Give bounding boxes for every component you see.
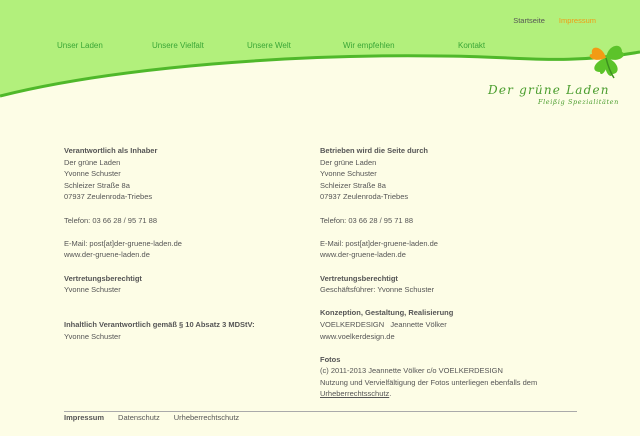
copyright-protection-link[interactable]: Urheberrechtsschutz <box>320 389 390 399</box>
top-nav-impressum[interactable]: Impressum <box>558 16 596 25</box>
operator-representative-name: Geschäftsführer: Yvonne Schuster <box>320 285 435 295</box>
operator-line: Yvonne Schuster <box>320 169 377 179</box>
nav-wir-empfehlen[interactable]: Wir empfehlen <box>343 41 395 50</box>
photos-heading: Fotos <box>320 354 341 364</box>
top-nav-startseite[interactable]: Startseite <box>513 16 545 25</box>
operator-phone: Telefon: 03 66 28 / 95 71 88 <box>320 215 413 225</box>
design-agency: VOELKERDESIGN Jeannette Völker <box>320 319 447 329</box>
owner-line: Yvonne Schuster <box>64 169 121 179</box>
design-website: www.voelkerdesign.de <box>320 331 395 341</box>
owner-email: E-Mail: post[at]der-gruene-laden.de <box>64 238 182 248</box>
owner-line: Der grüne Laden <box>64 157 121 167</box>
operator-line: Schleizer Straße 8a <box>320 180 386 190</box>
photos-copyright: (c) 2011-2013 Jeannette Völker c/o VOELKERDESIGN <box>320 366 503 376</box>
operator-representative-heading: Vertretungsberechtigt <box>320 273 398 283</box>
content-responsible-heading: Inhaltlich Verantwortlich gemäß § 10 Absatz 3 MDStV: <box>64 319 255 329</box>
footer-divider <box>64 411 577 412</box>
footer-nav <box>64 413 239 422</box>
operator-line: 07937 Zeulenroda-Triebes <box>320 192 409 202</box>
content-responsible-name: Yvonne Schuster <box>64 331 121 341</box>
owner-website: www.der-gruene-laden.de <box>64 250 150 260</box>
nav-kontakt[interactable]: Kontakt <box>458 41 486 50</box>
top-nav <box>513 16 596 25</box>
footer-urheberrecht-link[interactable]: Urheberrechtschutz <box>173 413 240 422</box>
operator-line: Der grüne Laden <box>320 157 377 167</box>
owner-line: 07937 Zeulenroda-Triebes <box>64 192 153 202</box>
clover-icon <box>582 36 630 82</box>
photos-usage-note: Nutzung und Vervielfältigung der Fotos unterliegen ebenfalls dem <box>320 377 538 387</box>
logo[interactable] <box>488 36 638 110</box>
owner-heading: Verantwortlich als Inhaber <box>64 146 158 155</box>
footer-impressum-link[interactable]: Impressum <box>64 413 105 422</box>
operator-email: E-Mail: post[at]der-gruene-laden.de <box>320 238 438 248</box>
operator-heading: Betrieben wird die Seite durch <box>320 146 428 155</box>
logo-subtitle: Fleißig Spezialitäten <box>538 98 619 106</box>
nav-unsere-welt[interactable]: Unsere Welt <box>247 41 291 50</box>
right-column <box>320 145 570 412</box>
logo-title: Der grüne Laden <box>488 83 610 97</box>
operator-website: www.der-gruene-laden.de <box>320 250 406 260</box>
nav-unser-laden[interactable]: Unser Laden <box>57 41 103 50</box>
nav-unsere-vielfalt[interactable]: Unsere Vielfalt <box>152 41 204 50</box>
photos-period: . <box>389 389 392 399</box>
footer-datenschutz-link[interactable]: Datenschutz <box>118 413 160 422</box>
owner-line: Schleizer Straße 8a <box>64 180 130 190</box>
owner-phone: Telefon: 03 66 28 / 95 71 88 <box>64 215 157 225</box>
design-heading: Konzeption, Gestaltung, Realisierung <box>320 308 454 318</box>
left-column <box>64 145 314 354</box>
representative-name: Yvonne Schuster <box>64 285 121 295</box>
representative-heading: Vertretungsberechtigt <box>64 273 142 283</box>
